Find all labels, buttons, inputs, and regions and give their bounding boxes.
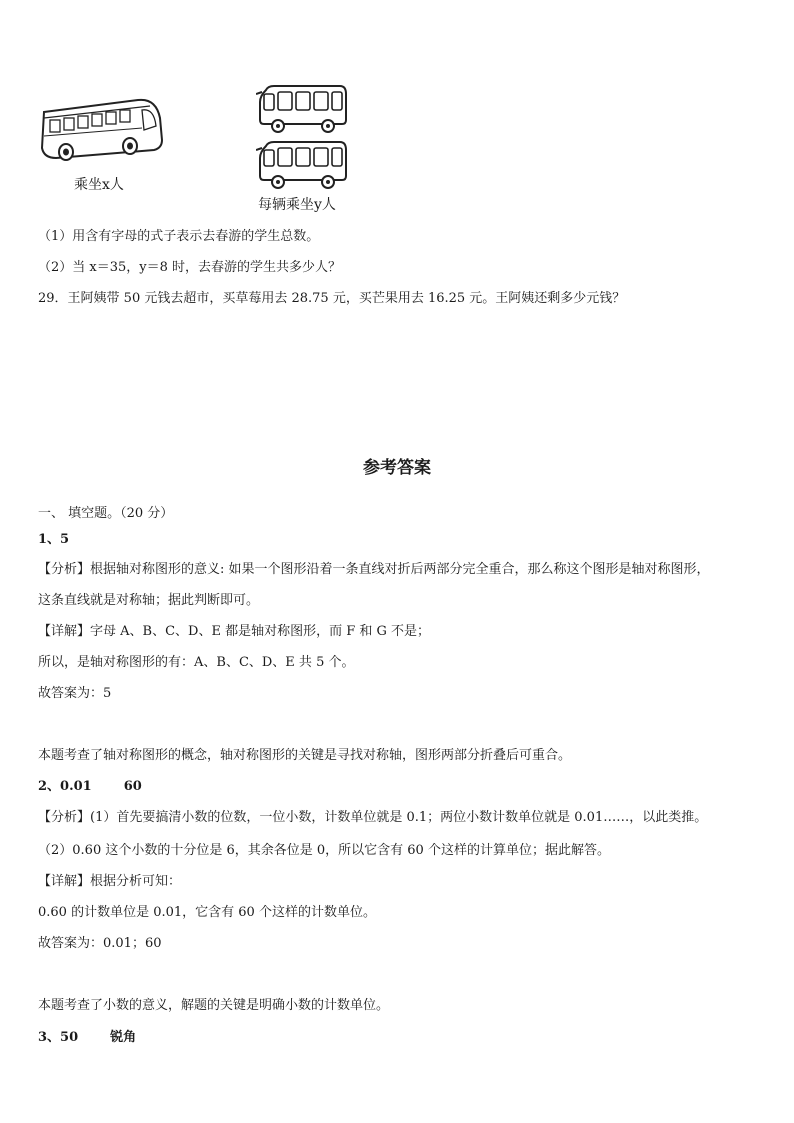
answer2-summary: 本题考查了小数的意义，解题的关键是明确小数的计数单位。 (38, 998, 390, 1013)
answer2-detail-line2: 0.60 的计数单位是 0.01，它含有 60 个这样的计数单位。 (38, 905, 376, 920)
answer2-final: 故答案为：0.01；60 (38, 936, 162, 951)
answer3-number (38, 1029, 136, 1047)
answer1-analysis-line2: 这条直线就是对称轴；据此判断即可。 (38, 593, 260, 608)
minibus-illustration-bottom (256, 140, 350, 190)
minibus-illustration-top (256, 84, 350, 134)
section-heading: 一、 填空题。（20 分） (38, 506, 174, 521)
answer3-second-value: 锐角 (110, 1030, 137, 1045)
problem28-question1: （1）用含有字母的式子表示去春游的学生总数。 (38, 229, 320, 244)
answer1-detail-line1: 【详解】字母 A、B、C、D、E 都是轴对称图形，而 F 和 G 不是； (38, 624, 430, 639)
coach-caption: 乘坐x人 (74, 177, 124, 193)
answer1-final: 故答案为：5 (38, 686, 112, 701)
answer1-detail-line2: 所以，是轴对称图形的有：A、B、C、D、E 共 5 个。 (38, 655, 355, 670)
coach-bus-illustration (38, 96, 168, 168)
answer1-number: 1、5 (38, 532, 70, 547)
answer3-first-value: 3、50 (38, 1030, 79, 1045)
answer1-summary: 本题考查了轴对称图形的概念，轴对称图形的关键是寻找对称轴，图形两部分折叠后可重合。 (38, 748, 572, 763)
answer2-detail-line1: 【详解】根据分析可知： (38, 874, 182, 889)
answer1-analysis-line1: 【分析】根据轴对称图形的意义: 如果一个图形沿着一条直线对折后两部分完全重合，那么称这个图形是轴对称图形， (38, 562, 710, 577)
problem28-question2: （2）当 x＝35，y＝8 时，去春游的学生共多少人？ (38, 260, 342, 275)
answer2-number (38, 778, 142, 796)
answer2-analysis-line2: （2）0.60 这个小数的十分位是 6，其余各位是 0，所以它含有 60 个这样的计算单位；据此解答。 (38, 843, 610, 858)
answer2-second-value: 60 (123, 779, 142, 794)
answer2-first-value: 2、0.01 (38, 779, 92, 794)
minibus-caption: 每辆乘坐y人 (258, 197, 336, 213)
answer2-analysis-line1: 【分析】(1）首先要搞清小数的位数，一位小数，计数单位就是 0.1；两位小数计数单位就是 0.01……，以此类推。 (38, 810, 708, 825)
problem29: 29．王阿姨带 50 元钱去超市，买草莓用去 28.75 元，买芒果用去 16.25 元。王阿姨还剩多少元钱？ (38, 291, 626, 306)
answers-title: 参考答案 (363, 458, 431, 478)
